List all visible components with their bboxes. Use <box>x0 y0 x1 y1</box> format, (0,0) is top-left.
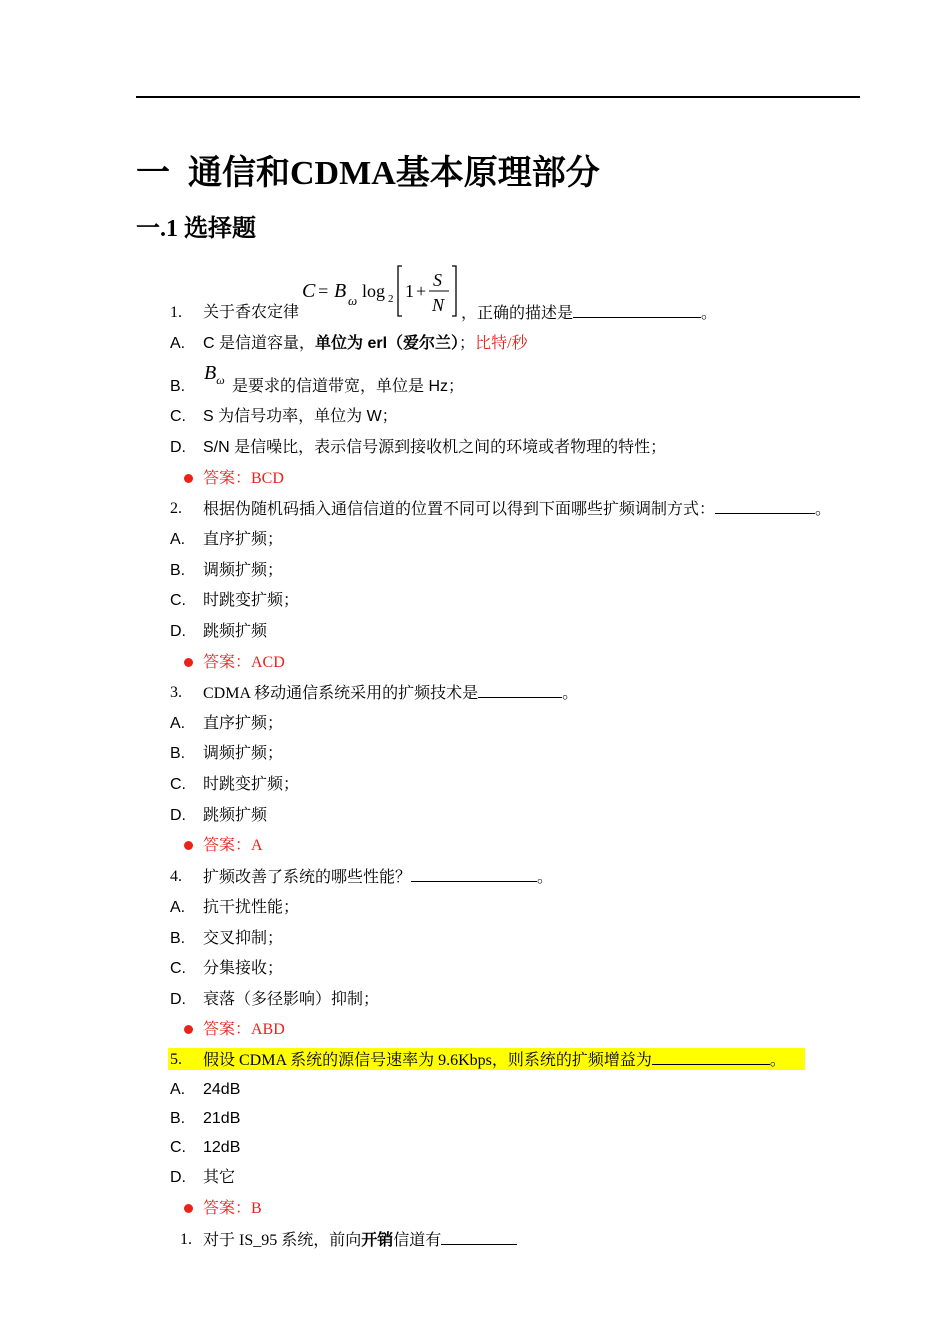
symbol-b: B <box>204 362 217 384</box>
formula-log: log <box>362 281 386 301</box>
option-letter: B. <box>170 930 186 947</box>
answer-blank[interactable] <box>441 1229 517 1245</box>
formula-one: 1 <box>405 281 414 301</box>
option-letter: A. <box>170 531 186 548</box>
option-letter: B. <box>170 378 186 395</box>
answer-blank[interactable] <box>715 498 815 514</box>
question-text-end: 信道有 <box>393 1232 442 1249</box>
question-text: 根据伪随机码插入通信信道的位置不同可以得到下面哪些扩频调制方式： <box>203 501 716 518</box>
option-letter: C. <box>170 776 186 793</box>
option-letter: C. <box>170 1139 186 1156</box>
question-number: 2. <box>170 500 182 517</box>
option-letter: B. <box>170 745 186 762</box>
answer-text: 答案：ABD <box>203 1021 285 1038</box>
question-end: 。 <box>769 1052 786 1069</box>
answer-text: 答案：ACD <box>203 654 285 671</box>
question-number: 3. <box>170 684 182 701</box>
question-prefix: 关于香农定律 <box>203 304 300 321</box>
option-letter: B. <box>170 562 186 579</box>
question-text: 对于 IS_95 系统，前向 <box>203 1232 362 1249</box>
symbol-omega: ω <box>216 373 225 387</box>
bullet-icon <box>184 658 193 667</box>
formula-b: B <box>334 280 347 302</box>
question-bold-text: 开销 <box>361 1232 394 1249</box>
section-title: 通信和CDMA基本原理部分 <box>188 155 600 192</box>
option-text: 跳频扩频 <box>203 807 268 824</box>
option-text: 时跳变扩频； <box>203 592 300 609</box>
formula-eq: = <box>317 281 330 301</box>
formula-s: S <box>433 270 442 290</box>
formula-base: 2 <box>388 293 394 305</box>
option-text: S 为信号功率，单位为 W； <box>203 408 398 425</box>
header-rule <box>136 96 860 98</box>
question-number: 1. <box>180 1231 192 1248</box>
option-text: 调频扩频； <box>203 562 284 579</box>
question-end: 。 <box>537 869 554 886</box>
question-end: 。 <box>562 685 579 702</box>
option-text: 分集接收； <box>203 960 284 977</box>
formula-omega: ω <box>348 293 358 308</box>
question-end: 。 <box>815 501 832 518</box>
subsection-heading: 一.1 选择题 <box>136 216 256 242</box>
option-text: 调频扩频； <box>203 745 284 762</box>
section-number: 一 <box>136 155 170 192</box>
answer-text: 答案：BCD <box>203 470 284 487</box>
option-text: C 是信道容量， <box>203 335 316 352</box>
bullet-icon <box>184 1204 193 1213</box>
question-text: CDMA 移动通信系统采用的扩频技术是 <box>203 685 479 702</box>
question-text: 扩频改善了系统的哪些性能？ <box>203 869 412 886</box>
answer-text: 答案：A <box>203 837 263 854</box>
section-heading <box>136 152 600 196</box>
option-letter: A. <box>170 899 186 916</box>
option-text: 是要求的信道带宽，单位是 Hz； <box>232 378 465 395</box>
bullet-icon <box>184 1025 193 1034</box>
formula-c: C <box>302 280 316 302</box>
question-end: 。 <box>701 305 718 322</box>
option-letter: C. <box>170 408 186 425</box>
option-separator: ； <box>459 335 476 352</box>
answer-blank[interactable] <box>573 302 701 318</box>
option-letter: B. <box>170 1110 186 1127</box>
question-text: 假设 CDMA 系统的源信号速率为 9.6Kbps，则系统的扩频增益为 <box>203 1052 652 1069</box>
option-text: 24dB <box>203 1081 241 1098</box>
option-text: 直序扩频； <box>203 531 284 548</box>
question-1 <box>0 302 950 324</box>
option-letter: D. <box>170 623 186 640</box>
bandwidth-symbol <box>204 362 225 388</box>
option-text: S/N 是信噪比，表示信号源到接收机之间的环境或者物理的特性； <box>203 439 667 456</box>
formula-plus: + <box>416 281 427 301</box>
option-letter: C. <box>170 592 186 609</box>
option-text: 交叉抑制； <box>203 930 284 947</box>
option-text: 衰落（多径影响）抑制； <box>203 991 380 1008</box>
option-letter: A. <box>170 1081 186 1098</box>
option-letter: D. <box>170 807 186 824</box>
option-letter: D. <box>170 439 186 456</box>
option-letter: D. <box>170 1169 186 1186</box>
option-correction: 比特/秒 <box>475 335 528 352</box>
option-text: 跳频扩频 <box>203 623 268 640</box>
option-text: 时跳变扩频； <box>203 776 300 793</box>
option-text: 21dB <box>203 1110 241 1127</box>
question-number: 1. <box>170 304 182 321</box>
answer-blank[interactable] <box>411 866 537 882</box>
bullet-icon <box>184 474 193 483</box>
answer-blank[interactable] <box>478 682 562 698</box>
answer-text: 答案：B <box>203 1200 262 1217</box>
option-text: 直序扩频； <box>203 715 284 732</box>
option-text: 12dB <box>203 1139 241 1156</box>
bullet-icon <box>184 841 193 850</box>
formula-n: N <box>432 295 445 315</box>
option-letter: C. <box>170 960 186 977</box>
answer-blank[interactable] <box>652 1049 770 1065</box>
option-text: 抗干扰性能； <box>203 899 300 916</box>
question-suffix: ，正确的描述是 <box>461 305 574 322</box>
option-text: 其它 <box>203 1169 236 1186</box>
question-number: 4. <box>170 868 182 885</box>
option-bold-text: 单位为 erl（爱尔兰） <box>315 335 460 352</box>
question-number: 5. <box>170 1051 182 1068</box>
option-letter: D. <box>170 991 186 1008</box>
option-letter: A. <box>170 335 186 352</box>
option-letter: A. <box>170 715 186 732</box>
